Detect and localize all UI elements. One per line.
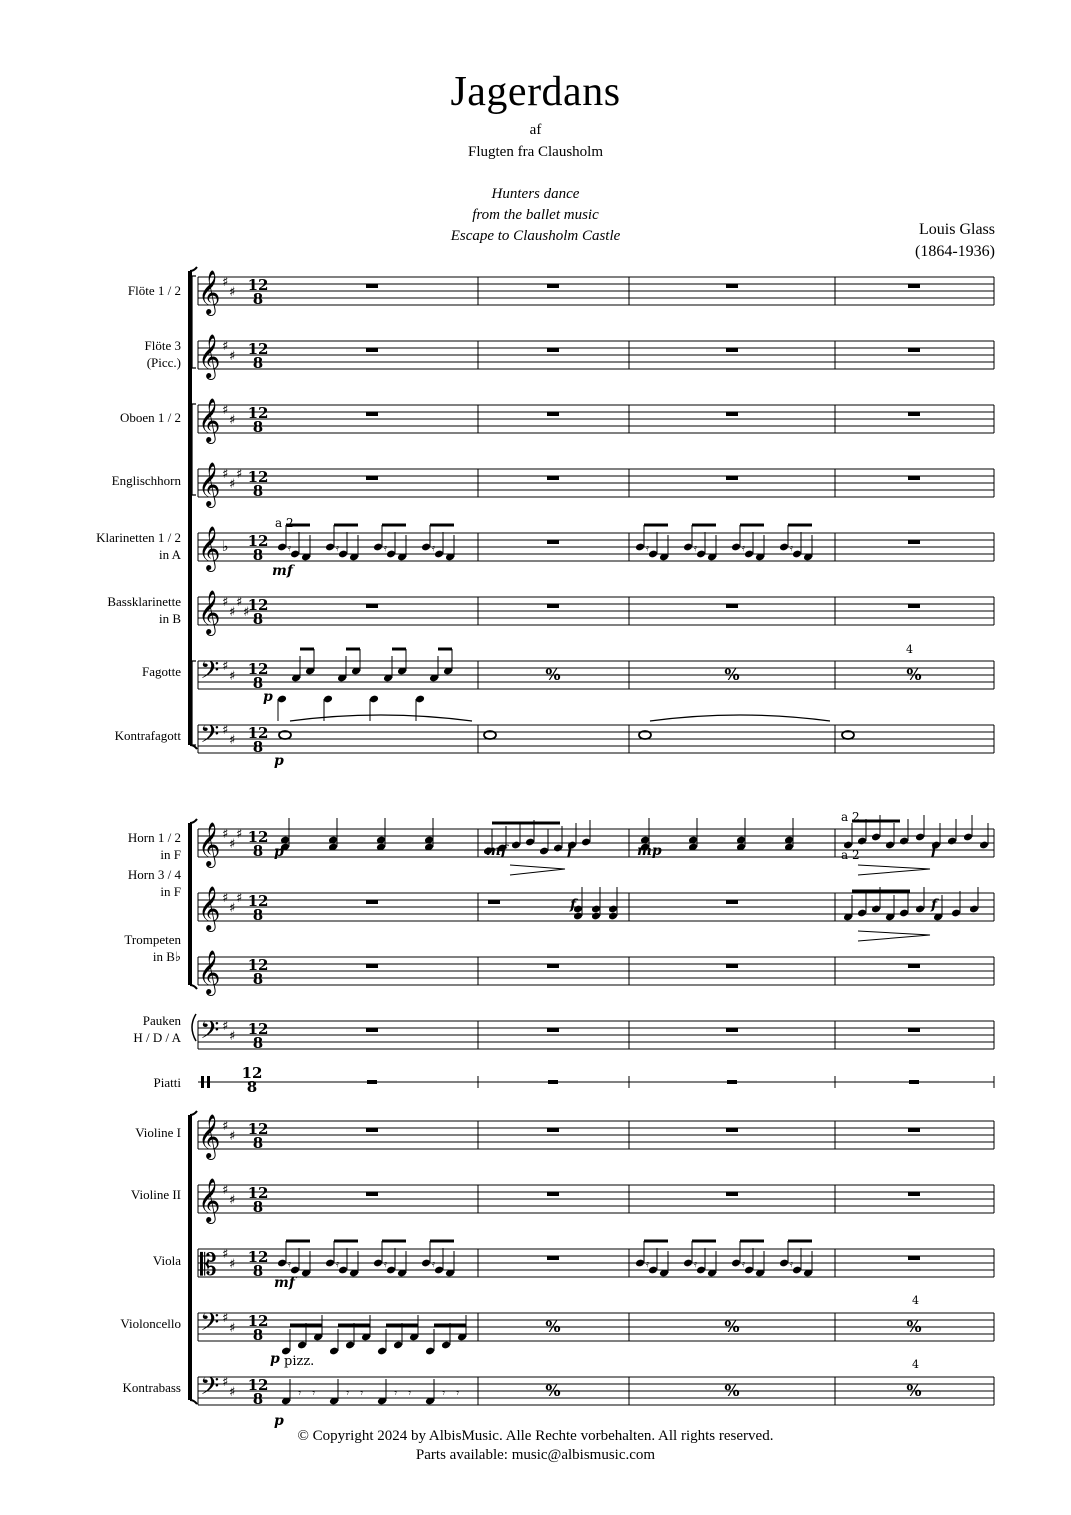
translation-line-1: Hunters dance xyxy=(491,186,580,202)
measure-count: 4 xyxy=(912,1294,919,1307)
beam xyxy=(492,822,560,825)
treble-clef: 𝄞 xyxy=(198,334,221,378)
whole-rest xyxy=(908,964,920,968)
whole-rest xyxy=(726,1128,738,1132)
whole-rest xyxy=(726,284,738,288)
instrument-label: Trompeten in B♭ xyxy=(124,932,181,964)
instrument-label: Horn 1 / 2 in F xyxy=(127,830,181,862)
staff xyxy=(198,1064,994,1096)
rest-sixteenth: 𝄿 xyxy=(336,1259,340,1270)
treble-clef: 𝄞 xyxy=(198,1114,221,1158)
treble-clef: 𝄞 xyxy=(198,398,221,442)
repeat-measure-sign: % xyxy=(724,665,740,684)
dynamic-p: p xyxy=(270,1351,280,1367)
treble-clef: 𝄞 xyxy=(198,950,221,994)
rest-sixteenth: 𝄿 xyxy=(790,1259,794,1270)
time-signature-bottom: 8 xyxy=(252,482,264,500)
staff xyxy=(198,1178,994,1224)
rest-sixteenth: 𝄿 xyxy=(694,1259,698,1270)
sharp-sign: ♯ xyxy=(229,733,236,748)
time-signature-top: 12 xyxy=(247,828,269,846)
half-rest xyxy=(488,900,500,904)
whole-rest xyxy=(547,1192,559,1196)
whole-rest xyxy=(727,1080,737,1084)
treble-clef: 𝄞 xyxy=(198,886,221,930)
beam xyxy=(430,1240,454,1243)
instrument-label: Englischhorn xyxy=(111,473,181,488)
sharp-sign: ♯ xyxy=(222,827,229,842)
composer-dates: (1864-1936) xyxy=(915,243,995,260)
time-signature-bottom: 8 xyxy=(252,1262,264,1280)
time-signature-top: 12 xyxy=(247,1020,269,1038)
time-signature-top: 12 xyxy=(247,892,269,910)
sharp-sign: ♯ xyxy=(222,1247,229,1262)
a2-marking: a 2 xyxy=(841,848,860,862)
beam xyxy=(740,1240,764,1243)
whole-rest xyxy=(547,540,559,544)
rest-sixteenth: 𝄿 xyxy=(790,543,794,554)
sharp-sign: ♯ xyxy=(236,467,243,482)
time-signature-bottom: 8 xyxy=(252,970,264,988)
sharp-sign: ♯ xyxy=(222,403,229,418)
time-signature-top: 12 xyxy=(247,1376,269,1394)
instrument-label: Horn 3 / 4 in F xyxy=(127,867,181,899)
dynamic-f: f xyxy=(931,897,938,913)
whole-rest xyxy=(547,348,559,352)
sharp-sign: ♯ xyxy=(229,413,236,428)
time-signature-bottom: 8 xyxy=(252,418,264,436)
bass-clef: 𝄢 xyxy=(200,1372,220,1407)
beam xyxy=(434,1324,466,1327)
time-signature-bottom: 8 xyxy=(252,674,264,692)
repeat-measure-sign: % xyxy=(545,1381,561,1400)
staff xyxy=(198,526,994,572)
time-signature-bottom: 8 xyxy=(252,1198,264,1216)
time-signature-top: 12 xyxy=(247,1248,269,1266)
whole-rest xyxy=(726,348,738,352)
rest-sixteenth: 𝄿 xyxy=(288,543,292,554)
sharp-sign: ♯ xyxy=(222,891,229,906)
a2-marking: a 2 xyxy=(275,516,294,530)
whole-rest xyxy=(908,348,920,352)
time-signature-top: 12 xyxy=(247,660,269,678)
instrument-label: Violine I xyxy=(135,1125,181,1140)
staff xyxy=(198,656,994,692)
instrument-label: Pauken H / D / A xyxy=(133,1013,181,1045)
sharp-sign: ♯ xyxy=(229,669,236,684)
repeat-measure-sign: % xyxy=(545,665,561,684)
eighth-rest: 𝄾 xyxy=(408,1386,412,1400)
sharp-sign: ♯ xyxy=(229,1257,236,1272)
time-signature-bottom: 8 xyxy=(252,290,264,308)
time-signature-bottom: 8 xyxy=(252,1134,264,1152)
a2-marking: a 2 xyxy=(841,810,860,824)
whole-rest xyxy=(908,540,920,544)
dynamic-p: p xyxy=(274,1413,284,1429)
time-signature-top: 12 xyxy=(247,596,269,614)
whole-rest xyxy=(366,964,378,968)
sharp-sign: ♯ xyxy=(229,1321,236,1336)
whole-rest xyxy=(366,1028,378,1032)
instrument-label: Flöte 1 / 2 xyxy=(127,283,181,298)
eighth-rest: 𝄾 xyxy=(456,1386,460,1400)
whole-rest xyxy=(726,412,738,416)
time-signature-top: 12 xyxy=(247,340,269,358)
whole-rest xyxy=(547,412,559,416)
staff xyxy=(198,270,994,316)
beam xyxy=(692,524,716,527)
dynamic-p: p xyxy=(263,689,273,705)
tie xyxy=(650,715,830,721)
rest-sixteenth: 𝄿 xyxy=(336,543,340,554)
time-signature-top: 12 xyxy=(247,956,269,974)
whole-rest xyxy=(366,412,378,416)
time-signature-bottom: 8 xyxy=(252,1326,264,1344)
group-brackets xyxy=(190,267,197,1404)
sharp-sign: ♯ xyxy=(229,605,236,620)
staff xyxy=(198,590,994,636)
sharp-sign: ♯ xyxy=(222,339,229,354)
time-signature-top: 12 xyxy=(247,724,269,742)
time-signature-top: 12 xyxy=(247,468,269,486)
whole-rest xyxy=(547,964,559,968)
sharp-sign: ♯ xyxy=(229,1029,236,1044)
beam xyxy=(346,648,360,651)
sharp-sign: ♯ xyxy=(229,285,236,300)
whole-rest xyxy=(366,348,378,352)
rest-sixteenth: 𝄿 xyxy=(742,543,746,554)
beam xyxy=(382,1240,406,1243)
percussion-clef xyxy=(207,1076,210,1088)
footer-parts: Parts available: music@albismusic.com xyxy=(415,1447,656,1463)
translation-line-3: Escape to Clausholm Castle xyxy=(450,228,621,244)
staff xyxy=(198,1016,994,1052)
dynamic-mf: mf xyxy=(486,843,507,859)
notes xyxy=(277,284,989,1405)
sharp-sign: ♯ xyxy=(222,1119,229,1134)
sharp-sign: ♯ xyxy=(229,901,236,916)
whole-rest xyxy=(366,1128,378,1132)
eighth-rest: 𝄾 xyxy=(394,1386,398,1400)
whole-rest xyxy=(366,476,378,480)
eighth-rest: 𝄾 xyxy=(346,1386,350,1400)
alto-clef: 𝄡 xyxy=(200,1248,217,1283)
beam xyxy=(382,524,406,527)
staff xyxy=(198,1247,994,1283)
sharp-sign: ♯ xyxy=(236,891,243,906)
time-signature-bottom: 8 xyxy=(252,738,264,756)
treble-clef: 𝄞 xyxy=(198,1178,221,1222)
dynamic-mf: mf xyxy=(274,1275,295,1291)
whole-rest xyxy=(726,1028,738,1032)
instrument-label: Klarinetten 1 / 2 in A xyxy=(96,530,181,562)
time-signature-top: 12 xyxy=(247,404,269,422)
dynamic-mf: mf xyxy=(272,563,293,579)
time-signature-bottom: 8 xyxy=(252,1390,264,1408)
sharp-sign: ♯ xyxy=(229,1129,236,1144)
staff xyxy=(198,334,994,380)
bass-clef: 𝄢 xyxy=(200,656,220,691)
rest-sixteenth: 𝄿 xyxy=(694,543,698,554)
eighth-rest: 𝄾 xyxy=(298,1386,302,1400)
beam xyxy=(852,890,910,893)
sharp-sign: ♯ xyxy=(222,1375,229,1390)
sharp-sign: ♯ xyxy=(222,1311,229,1326)
instrument-label: Violine II xyxy=(130,1187,181,1202)
beam xyxy=(692,1240,716,1243)
rest-sixteenth: 𝄿 xyxy=(432,1259,436,1270)
beam xyxy=(644,524,668,527)
sharp-sign: ♯ xyxy=(222,467,229,482)
whole-rest xyxy=(366,284,378,288)
whole-rest xyxy=(908,476,920,480)
whole-rest xyxy=(547,1128,559,1132)
beam xyxy=(286,1240,310,1243)
dynamic-f: f xyxy=(567,843,574,859)
whole-rest xyxy=(726,964,738,968)
dynamic-mp: mp xyxy=(637,843,662,859)
beam xyxy=(334,524,358,527)
whole-rest xyxy=(908,604,920,608)
treble-clef: 𝄞 xyxy=(198,270,221,314)
tie xyxy=(290,715,472,721)
whole-rest xyxy=(366,604,378,608)
beam xyxy=(300,648,314,651)
time-signature-top: 12 xyxy=(247,276,269,294)
instrument-label: Kontrafagott xyxy=(114,728,181,743)
time-signature-bottom: 8 xyxy=(252,842,264,860)
sharp-sign: ♯ xyxy=(229,837,236,852)
bass-clef: 𝄢 xyxy=(200,720,220,755)
dynamic-f: f xyxy=(931,843,938,859)
eighth-rest: 𝄾 xyxy=(442,1386,446,1400)
translation-line-2: from the ballet music xyxy=(472,207,599,223)
staff xyxy=(198,1114,994,1160)
instrument-label: Oboen 1 / 2 xyxy=(119,410,181,425)
time-signature-bottom: 8 xyxy=(252,610,264,628)
rest-sixteenth: 𝄿 xyxy=(384,543,388,554)
sharp-sign: ♯ xyxy=(222,1019,229,1034)
time-signature-bottom: 8 xyxy=(252,1034,264,1052)
staff xyxy=(198,950,994,996)
rest-sixteenth: 𝄿 xyxy=(646,1259,650,1270)
sharp-sign: ♯ xyxy=(229,1385,236,1400)
treble-clef: 𝄞 xyxy=(198,822,221,866)
beam xyxy=(290,1324,322,1327)
instrument-label: Piatti xyxy=(153,1075,181,1090)
time-signature-top: 12 xyxy=(247,1312,269,1330)
beam xyxy=(740,524,764,527)
repeat-measure-sign: % xyxy=(724,1381,740,1400)
time-signature-bottom: 8 xyxy=(252,354,264,372)
whole-rest xyxy=(726,604,738,608)
whole-rest xyxy=(908,1028,920,1032)
sharp-sign: ♯ xyxy=(222,1183,229,1198)
crescendo-hairpin xyxy=(858,865,930,875)
dynamic-p: p xyxy=(274,753,284,769)
measure-count: 4 xyxy=(912,1358,919,1371)
rest-sixteenth: 𝄿 xyxy=(742,1259,746,1270)
sharp-sign: ♯ xyxy=(243,605,250,620)
beam xyxy=(430,524,454,527)
repeat-measure-sign: % xyxy=(906,1317,922,1336)
measure-count: 4 xyxy=(906,643,913,656)
whole-rest xyxy=(547,1256,559,1260)
whole-rest xyxy=(908,1256,920,1260)
beam xyxy=(392,648,406,651)
rest-sixteenth: 𝄿 xyxy=(384,1259,388,1270)
whole-rest xyxy=(547,476,559,480)
repeat-measure-sign: % xyxy=(545,1317,561,1336)
sharp-sign: ♯ xyxy=(222,595,229,610)
rest-sixteenth: 𝄿 xyxy=(432,543,436,554)
whole-rest xyxy=(909,1080,919,1084)
staff xyxy=(198,1372,994,1408)
instrument-label: Bassklarinette in B xyxy=(107,594,181,626)
time-signature-top: 12 xyxy=(241,1064,263,1082)
beam xyxy=(386,1324,418,1327)
whole-rest xyxy=(726,900,738,904)
footer-copyright: © Copyright 2024 by AlbisMusic. Alle Rechte vorbehalten. All rights reserved. xyxy=(297,1428,774,1444)
staff xyxy=(198,822,994,868)
whole-rest xyxy=(908,412,920,416)
eighth-rest: 𝄾 xyxy=(360,1386,364,1400)
instrument-label: Violoncello xyxy=(120,1316,181,1331)
sharp-sign: ♯ xyxy=(222,723,229,738)
beam xyxy=(788,524,812,527)
sharp-sign: ♯ xyxy=(222,659,229,674)
whole-rest xyxy=(908,1128,920,1132)
instrument-label: Viola xyxy=(152,1253,181,1268)
sharp-sign: ♯ xyxy=(222,275,229,290)
rest-sixteenth: 𝄿 xyxy=(646,543,650,554)
time-signature-top: 12 xyxy=(247,532,269,550)
instrument-label: Fagotte xyxy=(142,664,181,679)
whole-rest xyxy=(366,1192,378,1196)
sharp-sign: ♯ xyxy=(229,1193,236,1208)
bass-clef: 𝄢 xyxy=(200,1016,220,1051)
beam xyxy=(644,1240,668,1243)
whole-rest xyxy=(547,1028,559,1032)
sharp-sign: ♯ xyxy=(229,349,236,364)
treble-clef: 𝄞 xyxy=(198,590,221,634)
bass-clef: 𝄢 xyxy=(200,1308,220,1343)
crescendo-hairpin xyxy=(858,931,930,941)
whole-rest xyxy=(548,1080,558,1084)
subtitle-work: Flugten fra Clausholm xyxy=(468,144,603,160)
whole-rest xyxy=(547,284,559,288)
repeat-measure-sign: % xyxy=(724,1317,740,1336)
dynamic-p: p xyxy=(274,844,284,860)
piece-title: Jagerdans xyxy=(450,69,621,115)
pizz-marking: pizz. xyxy=(284,1354,315,1369)
time-signature-bottom: 8 xyxy=(246,1078,258,1096)
staff xyxy=(198,462,994,508)
eighth-rest: 𝄾 xyxy=(312,1386,316,1400)
sharp-sign: ♯ xyxy=(229,477,236,492)
whole-rest xyxy=(367,1080,377,1084)
whole-rest xyxy=(547,604,559,608)
repeat-measure-sign: % xyxy=(906,1381,922,1400)
whole-rest xyxy=(726,1192,738,1196)
subtitle-af: af xyxy=(529,122,542,138)
beam xyxy=(438,648,452,651)
beam xyxy=(334,1240,358,1243)
time-signature-bottom: 8 xyxy=(252,546,264,564)
whole-rest xyxy=(366,900,378,904)
treble-clef: 𝄞 xyxy=(198,462,221,506)
sharp-sign: ♯ xyxy=(236,595,243,610)
staff xyxy=(198,720,994,756)
percussion-clef xyxy=(201,1076,204,1088)
time-signature-top: 12 xyxy=(247,1184,269,1202)
beam xyxy=(788,1240,812,1243)
beam xyxy=(338,1324,370,1327)
rest-sixteenth: 𝄿 xyxy=(288,1259,292,1270)
treble-clef: 𝄞 xyxy=(198,526,221,570)
whole-rest xyxy=(908,1192,920,1196)
time-signature-bottom: 8 xyxy=(252,906,264,924)
instrument-label: Flöte 3 (Picc.) xyxy=(144,338,181,370)
time-signature-top: 12 xyxy=(247,1120,269,1138)
whole-rest xyxy=(726,476,738,480)
flat-sign: ♭ xyxy=(222,539,229,555)
instrument-label: Kontrabass xyxy=(122,1380,181,1395)
dynamic-f: f xyxy=(570,897,577,913)
repeat-measure-sign: % xyxy=(906,665,922,684)
crescendo-hairpin xyxy=(510,865,565,875)
composer-name: Louis Glass xyxy=(919,221,995,238)
staff xyxy=(198,398,994,444)
whole-rest xyxy=(908,284,920,288)
sharp-sign: ♯ xyxy=(236,827,243,842)
